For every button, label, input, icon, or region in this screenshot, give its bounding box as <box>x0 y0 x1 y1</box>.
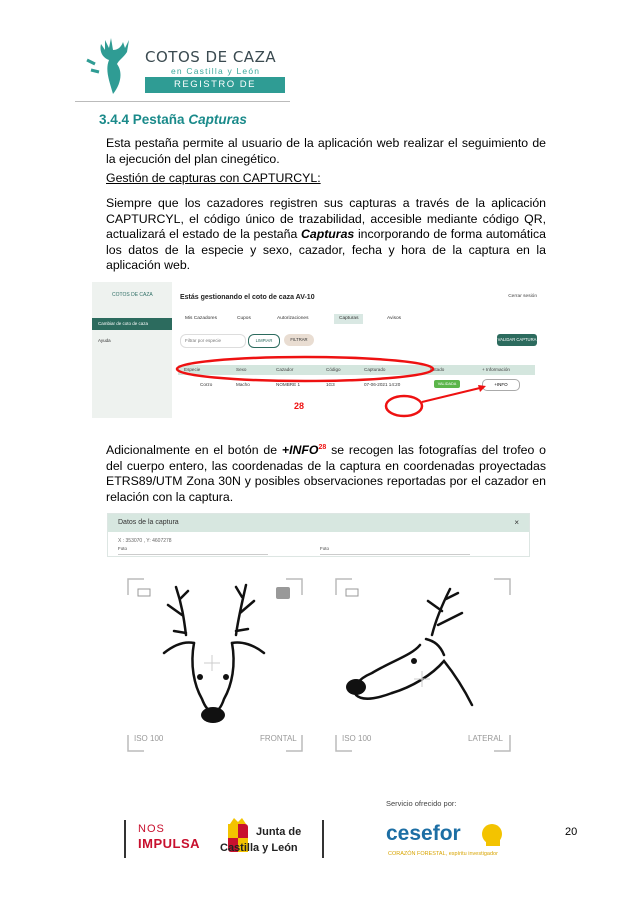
logo-band: REGISTRO DE <box>145 77 285 93</box>
annotation-circle <box>386 396 422 416</box>
footer-divider <box>124 820 126 858</box>
header-logo <box>75 26 290 100</box>
tab-capturas[interactable]: Capturas <box>334 314 363 324</box>
sidebar-item-help[interactable]: Ayuda <box>98 338 111 343</box>
header-highlight-ellipse <box>177 357 433 381</box>
row-capturado: 07-06-2021 14:20 <box>364 382 401 387</box>
col-capturado: Capturado <box>364 367 386 372</box>
col-especie: Especie <box>184 367 201 372</box>
sketch-label-lateral: LATERAL <box>468 734 503 743</box>
p4-text-a: Adicionalmente en el botón de <box>106 443 282 458</box>
sidebar-item-label: Cambiar de coto de caza <box>98 321 149 326</box>
intro-paragraph: Esta pestaña permite al usuario de la aplicación web realizar el seguimiento de la ejecución del plan cinegético. <box>106 136 546 166</box>
annotation-overlay <box>92 282 543 418</box>
app-logo-text: COTOS DE CAZA <box>112 292 153 298</box>
p4-footnote: 28 <box>318 444 327 451</box>
section-number: 3.4.4 Pestaña <box>99 112 185 127</box>
app-title: Estás gestionando el coto de caza AV-10 <box>180 294 315 301</box>
cesefor-logo-text: cesefor <box>386 822 461 845</box>
iso-label: ISO 100 <box>134 734 164 743</box>
species-filter-input[interactable]: Filtrar por especie <box>180 334 246 348</box>
logo-title: COTOS DE CAZA <box>145 48 277 66</box>
capture-coordinates: X : 353070 , Y: 4607278 <box>118 538 172 544</box>
impulsa-text: IMPULSA <box>138 836 200 851</box>
row-cazador: NOMBRE 1 <box>276 382 300 387</box>
row-sexo: Macho <box>236 382 250 387</box>
panel-header <box>108 514 529 532</box>
logout-link[interactable]: Cerrar sesión <box>508 294 537 299</box>
page-number: 20 <box>565 826 578 838</box>
arrow-head-icon <box>478 385 486 392</box>
tab-avisos[interactable]: Avisos <box>387 316 402 321</box>
close-icon[interactable]: × <box>514 518 519 527</box>
filter-button[interactable]: FILTRAR <box>284 334 314 346</box>
capturcyl-paragraph <box>106 196 546 274</box>
p3-text-b: incorporando de forma automática los datos de la especie y sexo, cazador, fecha y hora de la captura en la aplicación web. <box>106 227 546 273</box>
deer-frontal-icon <box>124 575 306 755</box>
sketch-label-frontal: FRONTAL <box>260 734 297 743</box>
photo-field-2: Foto <box>320 546 470 555</box>
cesefor-logo-icon <box>478 822 506 848</box>
deer-logo-icon <box>83 30 143 96</box>
iso-label: ISO 100 <box>342 734 372 743</box>
col-codigo: Código <box>326 367 341 372</box>
p4-text-b: se recogen las fotografías del trofeo o del cuerpo entero, las coordenadas de la captura en coordenadas proyectadas ETRS89/UTM Zona 30N y posibles observaciones reportadas por el cazador en relación con la captura. <box>106 443 546 504</box>
capture-data-panel <box>107 513 530 557</box>
footer-service-label: Servicio ofrecido por: <box>386 799 457 808</box>
panel-title: Datos de la captura <box>118 519 179 526</box>
tab-cupos[interactable]: Cupos <box>237 316 251 321</box>
section-heading <box>99 112 247 127</box>
footer-divider-2 <box>322 820 324 858</box>
tab-mis-cazadores[interactable]: Mis Cazadores <box>185 316 217 321</box>
cesefor-tagline: CORAZÓN FORESTAL, espíritu investigador <box>388 851 498 857</box>
logo-subtitle: en Castilla y León <box>171 66 261 76</box>
row-especie: Corzo <box>200 382 213 387</box>
junta-line1: Junta de <box>256 826 302 838</box>
p3-emphasis: Capturas <box>300 227 355 242</box>
status-badge: VALIDADA <box>434 380 460 388</box>
app-screenshot <box>92 282 543 418</box>
nos-text: NOS <box>138 823 165 835</box>
col-sexo: Sexo <box>236 367 247 372</box>
tab-autorizaciones[interactable]: Autorizaciones <box>277 316 309 321</box>
col-cazador: Cazador <box>276 367 294 372</box>
subheading-capturcyl: Gestión de capturas con CAPTURCYL: <box>106 171 321 185</box>
annotation-arrow <box>422 387 484 402</box>
lateral-sketch <box>332 575 514 755</box>
p3-text-a: Siempre que los cazadores registren sus capturas a través de la aplicación CAPTURCYL, el código único de trazabilidad, accesible mediante código QR, actualizará el estado de la pestaña <box>106 196 546 242</box>
annotation-number: 28 <box>294 401 305 411</box>
row-codigo: 1G3 <box>326 382 335 387</box>
info-paragraph <box>106 440 546 505</box>
photo-field-1: Foto <box>118 546 268 555</box>
validate-capture-button[interactable]: VALIDAR CAPTURA <box>497 334 537 346</box>
col-info: + Información <box>482 367 510 372</box>
frontal-sketch <box>124 575 306 755</box>
deer-lateral-icon <box>332 575 514 755</box>
clean-button[interactable]: LIMPIAR <box>248 334 280 348</box>
more-info-button[interactable]: +INFO <box>482 379 520 391</box>
header-divider <box>75 101 290 102</box>
col-estado: Estado <box>430 367 445 372</box>
section-name: Capturas <box>188 112 247 127</box>
p4-emphasis: +INFO <box>281 443 319 458</box>
junta-line2: Castilla y León <box>220 842 298 854</box>
